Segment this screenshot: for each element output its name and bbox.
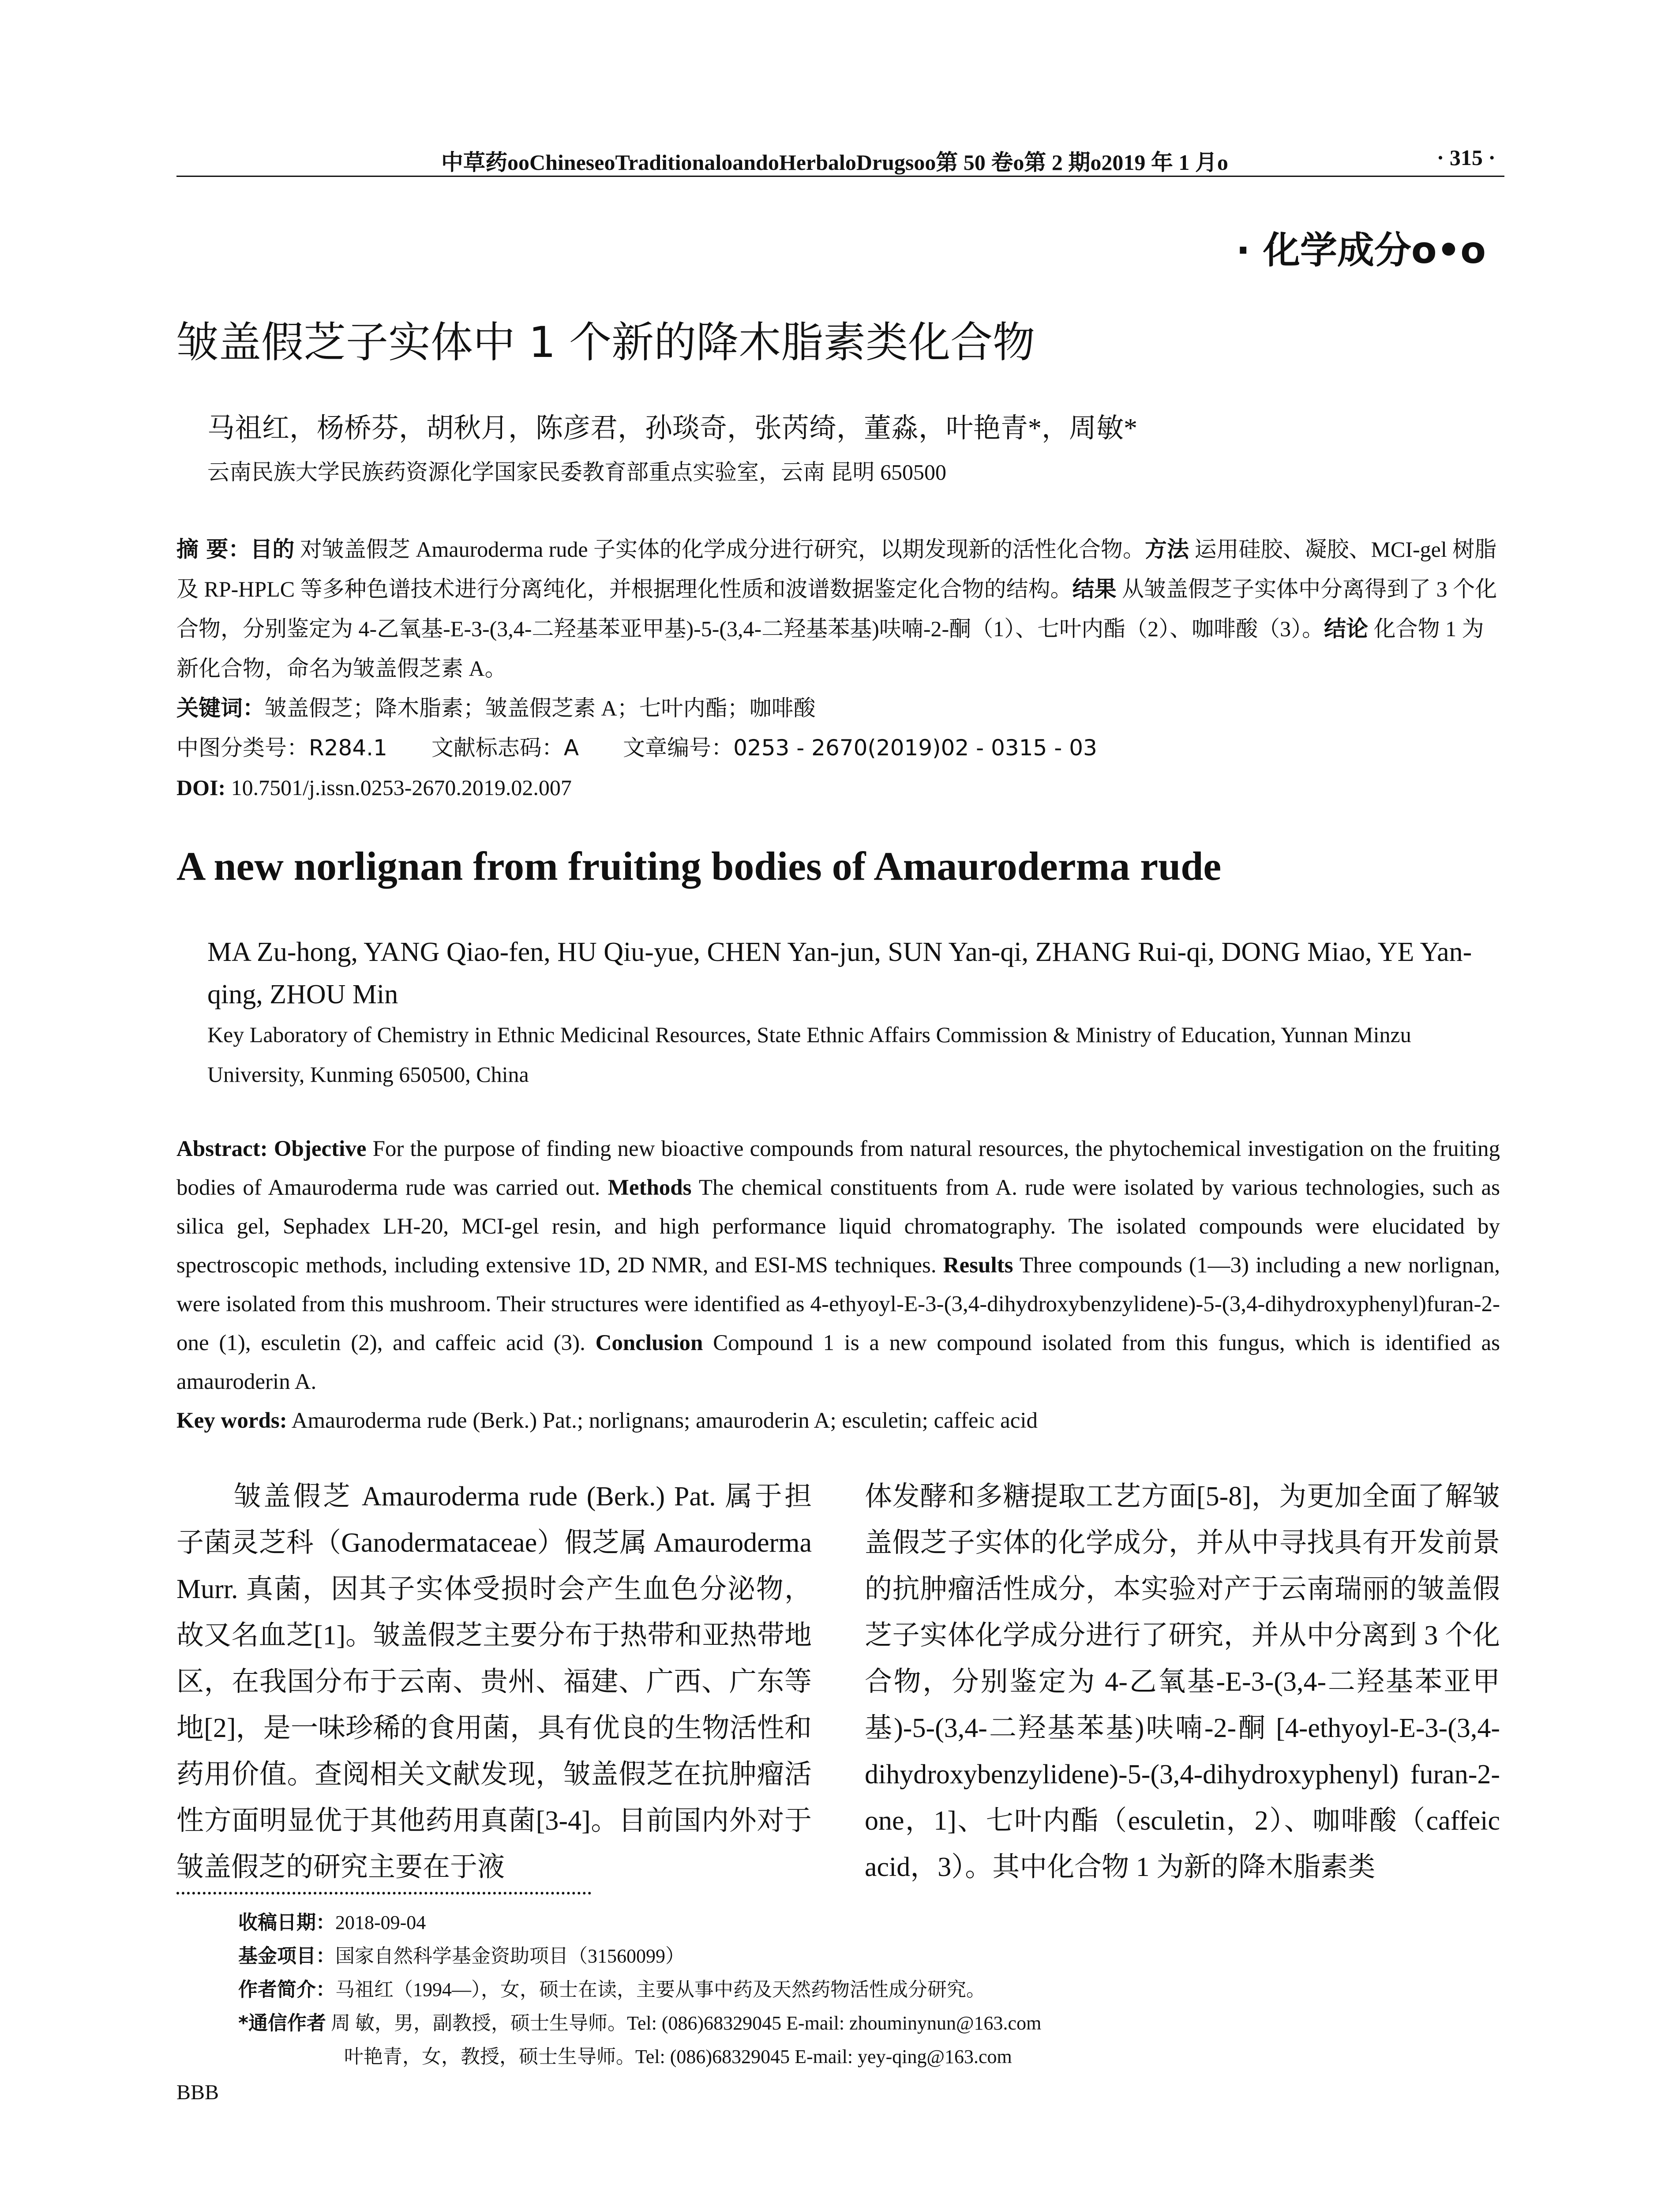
cn-clc-line: 中图分类号：R284.1 文献标志码：A 文章编号：0253 - 2670(2019)02 - 0315 - 03 bbox=[176, 735, 1097, 761]
cn-results-text: 从皱盖假芝子实体中分离得到了 3 个化合物，分别鉴定为 4-乙氧基-E-3-(3,4-二羟基苯亚甲基)-5-(3,4-二羟基苯基)呋喃-2-酮（1）、七叶内酯（2）、咖啡酸（3）。 bbox=[176, 577, 1497, 641]
author-text: 马祖红（1994—），女，硕士在读，主要从事中药及天然药物活性成分研究。 bbox=[335, 1979, 986, 2000]
doi-label: DOI: bbox=[176, 775, 226, 800]
en-objective-text: For the purpose of finding new bioactive compounds from natural resources, the phytochemical investigation on the fruiting bodies of Amauroderma rude was carried out. bbox=[176, 1137, 1500, 1200]
received-label: 收稿日期： bbox=[238, 1911, 335, 1934]
en-authors: MA Zu-hong, YANG Qiao-fen, HU Qiu-yue, CHEN Yan-jun, SUN Yan-qi, ZHANG Rui-qi, DONG Miao, YE Yan-qing, ZHOU Min bbox=[207, 937, 1472, 1009]
en-conclusion-text: Compound 1 is a new compound isolated from this fungus, which is identified as amauroderin A. bbox=[176, 1331, 1500, 1394]
corr-label: *通信作者 bbox=[238, 2012, 326, 2034]
en-abstract-label: Abstract: bbox=[176, 1137, 268, 1161]
en-keywords: Amauroderma rude (Berk.) Pat.; norlignans; amauroderin A; esculetin; caffeic acid bbox=[291, 1408, 1038, 1433]
cn-methods-label: 方法 bbox=[1145, 536, 1189, 562]
footnotes bbox=[238, 1906, 1518, 2074]
cn-abstract bbox=[176, 529, 1500, 807]
cn-conclusion-text: 化合物 1 为新化合物，命名为皱盖假芝素 A。 bbox=[176, 616, 1484, 681]
received-date: 2018-09-04 bbox=[335, 1912, 426, 1933]
section-label: · 化学成分o•o bbox=[1236, 229, 1486, 272]
journal-citation: 中草药ooChineseoTraditionaloandoHerbaloDrugsoo第 50 卷o第 2 期o2019 年 1 月o bbox=[441, 150, 1228, 175]
cn-results-label: 结果 bbox=[1072, 576, 1117, 602]
cn-authors: 马祖红，杨桥芬，胡秋月，陈彦君，孙琰奇，张芮绮，董淼，叶艳青*，周敏* bbox=[207, 413, 1138, 443]
body-paragraph-1: 皱盖假芝 Amauroderma rude (Berk.) Pat. 属于担子菌灵芝科（Ganodermataceae）假芝属 Amauroderma Murr. 真菌，因其子实体受损时会产生血色分泌物，故又名血芝[1]。皱盖假芝主要分布于热带和亚热带地区，在我国分布于云南、贵州、福建、广西、广东等地[2]，是一味珍稀的食用菌，具有优良的生物活性和药用价值。查阅相关文献发现，皱盖假芝在抗肿瘤活性方面明显优于其他药用真菌[3-4]。目前国内外对于皱盖假芝的研究主要在于液 bbox=[176, 1482, 812, 1882]
body-column-1 bbox=[176, 1474, 812, 1891]
en-keywords-label: Key words: bbox=[176, 1408, 287, 1433]
page-footer: BBB bbox=[176, 2081, 219, 2104]
page-number: · 315 · bbox=[1436, 145, 1496, 170]
fund-text: 国家自然科学基金资助项目（31560099） bbox=[335, 1945, 685, 1967]
en-abstract bbox=[176, 1129, 1500, 1440]
en-affiliation: Key Laboratory of Chemistry in Ethnic Medicinal Resources, State Ethnic Affairs Commission & Ministry of Education, Yunnan Minzu University, Kunming 650500, China bbox=[207, 1022, 1411, 1087]
doi-value: 10.7501/j.issn.0253-2670.2019.02.007 bbox=[231, 775, 572, 800]
en-results-text: Three compounds (1—3) including a new norlignan, were isolated from this mushroom. Their structures were identified as 4-ethyoyl-E-3-(3,4-dihydroxybenzylidene)-5-(3,4-dihydroxyphenyl)furan-2-one (1), esculetin (2), and caffeic acid (3). bbox=[176, 1253, 1500, 1355]
en-objective-label: Objective bbox=[274, 1137, 367, 1161]
cn-methods-text: 运用硅胶、凝胶、MCI-gel 树脂及 RP-HPLC 等多种色谱技术进行分离纯化，并根据理化性质和波谱数据鉴定化合物的结构。 bbox=[176, 537, 1497, 601]
cn-objective-label: 目的 bbox=[250, 536, 295, 562]
fund-label: 基金项目： bbox=[238, 1945, 335, 1967]
header-rule bbox=[176, 176, 1504, 177]
body-paragraph-2: 体发酵和多糖提取工艺方面[5-8]，为更加全面了解皱盖假芝子实体的化学成分，并从中寻找具有开发前景的抗肿瘤活性成分，本实验对产于云南瑞丽的皱盖假芝子实体化学成分进行了研究，并从中分离到 3 个化合物，分别鉴定为 4-乙氧基-E-3-(3,4-二羟基苯亚甲基)-5-(3,4-二羟基苯基)呋喃-2-酮 [4-ethyoyl-E-3-(3,4-dihydroxybenzylidene)-5-(3,4-dihydroxyphenyl) furan-2-one，1]、七叶内酯（esculetin，2）、咖啡酸（caffeic acid，3）。其中化合物 1 为新的降木脂素类 bbox=[865, 1482, 1500, 1882]
cn-keywords-label: 关键词： bbox=[176, 695, 265, 721]
author-label: 作者简介： bbox=[238, 1978, 335, 2001]
en-methods-label: Methods bbox=[608, 1175, 692, 1200]
cn-keywords: 皱盖假芝；降木脂素；皱盖假芝素 A；七叶内酯；咖啡酸 bbox=[265, 696, 816, 720]
cn-conclusion-label: 结论 bbox=[1324, 616, 1369, 642]
running-header bbox=[176, 140, 1504, 176]
corr-author-2: 叶艳青，女，教授，硕士生导师。Tel: (086)68329045 E-mail: yey-qing@163.com bbox=[344, 2046, 1012, 2067]
corr-author-1: 周 敏，男，副教授，硕士生导师。Tel: (086)68329045 E-mail: zhouminynun@163.com bbox=[331, 2012, 1042, 2034]
cn-objective-text: 对皱盖假芝 Amauroderma rude 子实体的化学成分进行研究，以期发现新的活性化合物。 bbox=[300, 537, 1145, 562]
en-methods-text: The chemical constituents from A. rude were isolated by various technologies, such as silica gel, Sephadex LH-20, MCI-gel resin, and high performance liquid chromatography. The isolated compounds were elucidated by spectroscopic methods, including extensive 1D, 2D NMR, and ESI-MS techniques. bbox=[176, 1175, 1500, 1278]
en-results-label: Results bbox=[943, 1253, 1013, 1278]
en-conclusion-label: Conclusion bbox=[595, 1331, 703, 1355]
cn-title: 皱盖假芝子实体中 1 个新的降木脂素类化合物 bbox=[176, 318, 1035, 367]
cn-affiliation: 云南民族大学民族药资源化学国家民委教育部重点实验室，云南 昆明 650500 bbox=[207, 460, 946, 484]
body-column-2 bbox=[865, 1474, 1500, 1891]
footnote-rule bbox=[176, 1892, 591, 1895]
cn-abstract-label: 摘 要： bbox=[176, 536, 251, 562]
en-title: A new norlignan from fruiting bodies of Amauroderma rude bbox=[176, 844, 1222, 889]
